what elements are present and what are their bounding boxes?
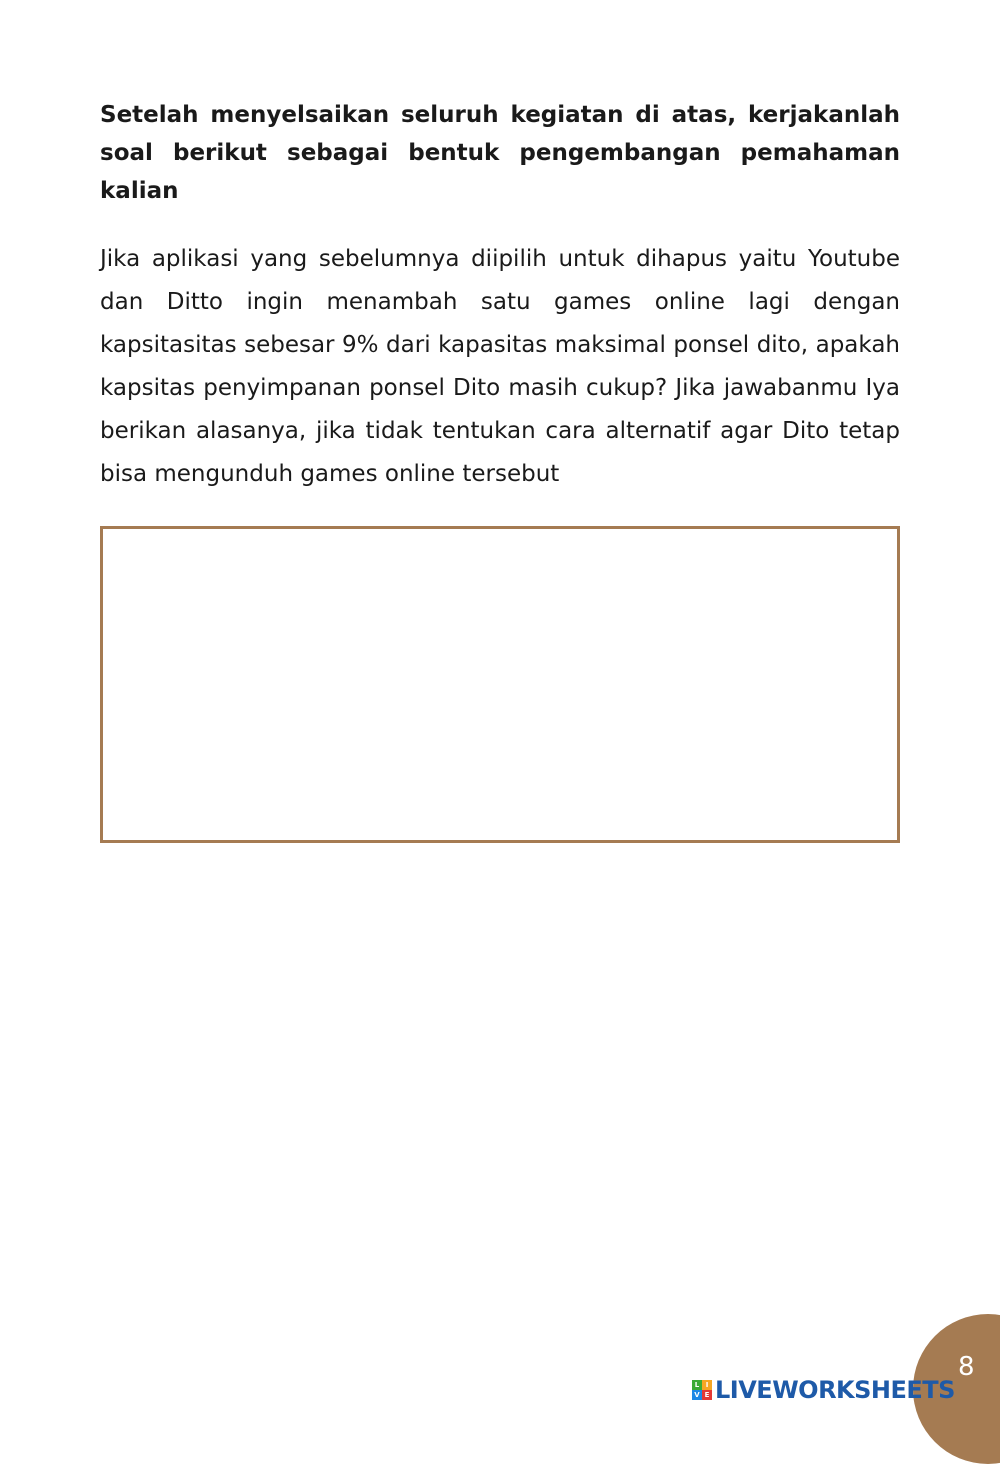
page-number: 8: [958, 1352, 975, 1382]
logo-tile-e: E: [702, 1390, 712, 1400]
liveworksheets-logo-icon: [692, 1380, 712, 1400]
liveworksheets-brand: [692, 1376, 955, 1404]
logo-tile-v: V: [692, 1390, 702, 1400]
instruction-text: Setelah menyelsaikan seluruh kegiatan di atas, kerjakanlah soal berikut sebagai bentuk pengembangan pemahaman kalian: [100, 102, 900, 204]
answer-box[interactable]: [100, 526, 900, 843]
logo-tile-l: L: [692, 1380, 702, 1390]
question-text: Jika aplikasi yang sebelumnya diipilih untuk dihapus yaitu Youtube dan Ditto ingin menambah satu games online lagi dengan kapsitasitas sebesar 9% dari kapasitas maksimal ponsel dito, apakah kapsitas penyimpanan ponsel Dito masih cukup? Jika jawabanmu Iya berikan alasanya, jika tidak tentukan cara alternatif agar Dito tetap bisa mengunduh games online tersebut: [100, 246, 900, 487]
brand-name: LIVEWORKSHEETS: [715, 1376, 955, 1404]
logo-tile-i: I: [702, 1380, 712, 1390]
